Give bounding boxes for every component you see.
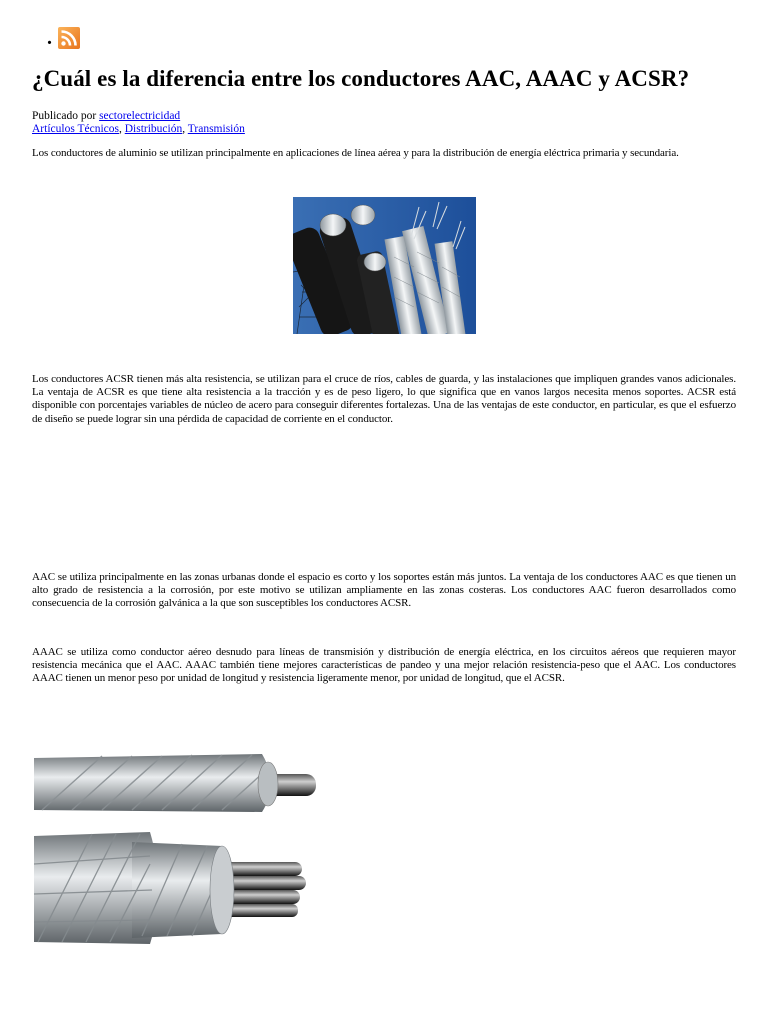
byline (32, 110, 245, 123)
category-separator: , (182, 123, 188, 135)
paragraph-aaac: AAAC se utiliza como conductor aéreo desnudo para líneas de transmisión y distribución de energía eléctrica, en los circuitos aéreos que requieren mayor resistencia mecánica que el AAC. AAAC también tiene mejores características de pandeo y una mejor relación resistencia-peso que el AAC. Los conductores AAAC tienen un menor peso por unidad de longitud y resistencia ligeramente menor, por unidad de longitud, que el ACSR. (32, 646, 736, 685)
paragraph-aac: AAC se utiliza principalmente en las zonas urbanas donde el espacio es corto y los soportes están más juntos. La ventaja de los conductores AAC es que tienen un alto grado de resistencia a la corrosión, por este motivo se utilizan ampliamente en las zonas costeras. Los conductores AAC fueron desarrollados como consecuencia de la corrosión galvánica a la que son susceptibles los conductores ACSR. (32, 571, 736, 610)
bullet-dot: . (47, 27, 52, 49)
category-link-distribucion[interactable]: Distribución (124, 123, 183, 135)
author-link[interactable]: sectorelectricidad (99, 110, 181, 122)
conductor-cables-photo (293, 197, 476, 334)
paragraph-intro: Los conductores de aluminio se utilizan principalmente en aplicaciones de línea aérea y para la distribución de energía eléctrica primaria y secundaria. (32, 147, 679, 159)
article-meta (32, 110, 245, 136)
stranded-conductors-photo (32, 744, 322, 944)
article-title: ¿Cuál es la diferencia entre los conductores AAC, AAAC y ACSR? (32, 66, 690, 91)
feed-line (47, 26, 80, 50)
published-prefix: Publicado por (32, 110, 97, 122)
category-separator: , (118, 123, 125, 135)
category-link-articulos[interactable]: Artículos Técnicos (32, 123, 119, 135)
category-link-transmision[interactable]: Transmisión (187, 123, 245, 135)
paragraph-acsr: Los conductores ACSR tienen más alta resistencia, se utilizan para el cruce de ríos, cables de guarda, y las instalaciones que impliquen grandes vanos adicionales. La ventaja de ACSR es que tiene alta resistencia a la tracción y es de peso ligero, lo que significa que en vanos largos necesita menos soportes. ACSR está disponible con porcentajes variables de núcleo de acero para conseguir diferentes fortalezas. Una de las ventajas de este conductor, en particular, es que el esfuerzo de diseño se puede lograr sin una pérdida de capacidad de corriente en el conductor. (32, 373, 736, 425)
category-list (32, 123, 245, 136)
rss-icon[interactable] (58, 27, 80, 49)
